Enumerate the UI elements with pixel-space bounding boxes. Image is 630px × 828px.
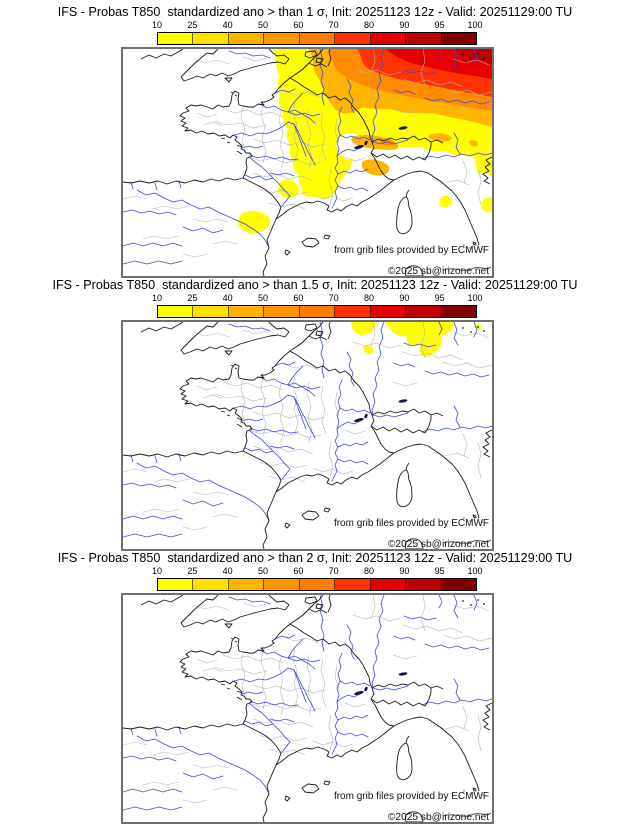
colorbar-tick-label: 50 [257,293,269,303]
colorbar-tick-label: 90 [399,566,410,576]
probability-colorbar [157,305,477,318]
map-svg-2 [123,322,492,549]
colorbar-cell [335,306,370,317]
copyright-text: ©2025 sb@irizone.net [387,266,489,276]
colorbar-cell [229,306,264,317]
colorbar-cell [264,579,299,590]
probability-colorbar [157,578,477,591]
colorbar-tick-label: 60 [293,566,304,576]
colorbar-tick-label: 90 [399,20,410,30]
colorbar-tick-label: 10 [151,293,163,303]
colorbar-cell [158,579,193,590]
colorbar-tick-label: 80 [363,566,375,576]
colorbar-tick-labels [151,293,483,304]
ecmwf-attribution: from grib files provided by ECMWF [333,791,489,802]
ecmwf-attribution: from grib files provided by ECMWF [333,245,489,256]
colorbar-cell [158,306,193,317]
colorbar-tick-label: 25 [187,293,198,303]
colorbar-tick-label: 95 [434,293,445,303]
map-panel-3 [121,593,494,824]
colorbar-cell [300,33,335,44]
map-svg-1 [123,49,492,276]
colorbar-cell [229,579,264,590]
colorbar-tick-label: 100 [467,566,483,576]
colorbar-tick-label: 80 [363,293,375,303]
probability-colorbar [157,32,477,45]
colorbar-tick-label: 25 [187,566,198,576]
colorbar-cell [264,306,299,317]
colorbar-tick-label: 95 [434,566,445,576]
colorbar-tick-label: 10 [151,566,163,576]
colorbar-tick-label: 25 [187,20,198,30]
colorbar-tick-label: 40 [222,566,233,576]
colorbar-cell [300,306,335,317]
colorbar-tick-labels [151,566,483,577]
colorbar-cell [406,579,441,590]
colorbar-tick-label: 60 [293,293,304,303]
colorbar-cell [442,579,476,590]
colorbar-cell [335,579,370,590]
colorbar-tick-label: 100 [467,20,483,30]
ecmwf-attribution: from grib files provided by ECMWF [333,518,489,529]
copyright-text: ©2025 sb@irizone.net [387,812,489,822]
map-panel-1 [121,47,494,278]
colorbar-cell [300,579,335,590]
colorbar-cell [158,33,193,44]
colorbar-tick-label: 80 [363,20,375,30]
colorbar-cell [193,579,228,590]
panel-title: IFS - Probas T850 standardized ano > than 2 σ, Init: 20251123 12z - Valid: 20251129:00 TU [57,551,573,565]
colorbar-tick-labels [151,20,483,31]
colorbar-cell [406,33,441,44]
colorbar-cell [371,579,406,590]
colorbar-cell [442,306,476,317]
panel-sigma-1-5 [0,273,630,549]
copyright-text: ©2025 sb@irizone.net [387,539,489,549]
colorbar-tick-label: 70 [328,566,339,576]
colorbar-cell [442,33,476,44]
probability-shading-1-5sigma [351,322,481,357]
colorbar-cell [371,306,406,317]
colorbar-cell [371,33,406,44]
panel-sigma-1 [0,0,630,276]
colorbar-tick-label: 95 [434,20,445,30]
panel-title: IFS - Probas T850 standardized ano > than 1 σ, Init: 20251123 12z - Valid: 20251129:00 TU [57,5,573,19]
colorbar-cell [264,33,299,44]
colorbar-cell [193,33,228,44]
colorbar-tick-label: 50 [257,20,269,30]
map-svg-3 [123,595,492,822]
colorbar-tick-label: 10 [151,20,163,30]
colorbar-tick-label: 60 [293,20,304,30]
colorbar-tick-label: 70 [328,293,339,303]
colorbar-cell [229,33,264,44]
colorbar-tick-label: 100 [467,293,483,303]
colorbar-cell [335,33,370,44]
colorbar-cell [406,306,441,317]
colorbar-tick-label: 40 [222,293,233,303]
panel-sigma-2 [0,546,630,822]
colorbar-tick-label: 40 [222,20,233,30]
probability-shading-1sigma [238,49,492,233]
colorbar-cell [193,306,228,317]
colorbar-tick-label: 50 [257,566,269,576]
map-panel-2 [121,320,494,551]
panel-title: IFS - Probas T850 standardized ano > than 1.5 σ, Init: 20251123 12z - Valid: 20251129:00 TU [52,278,578,292]
colorbar-tick-label: 90 [399,293,410,303]
colorbar-tick-label: 70 [328,20,339,30]
